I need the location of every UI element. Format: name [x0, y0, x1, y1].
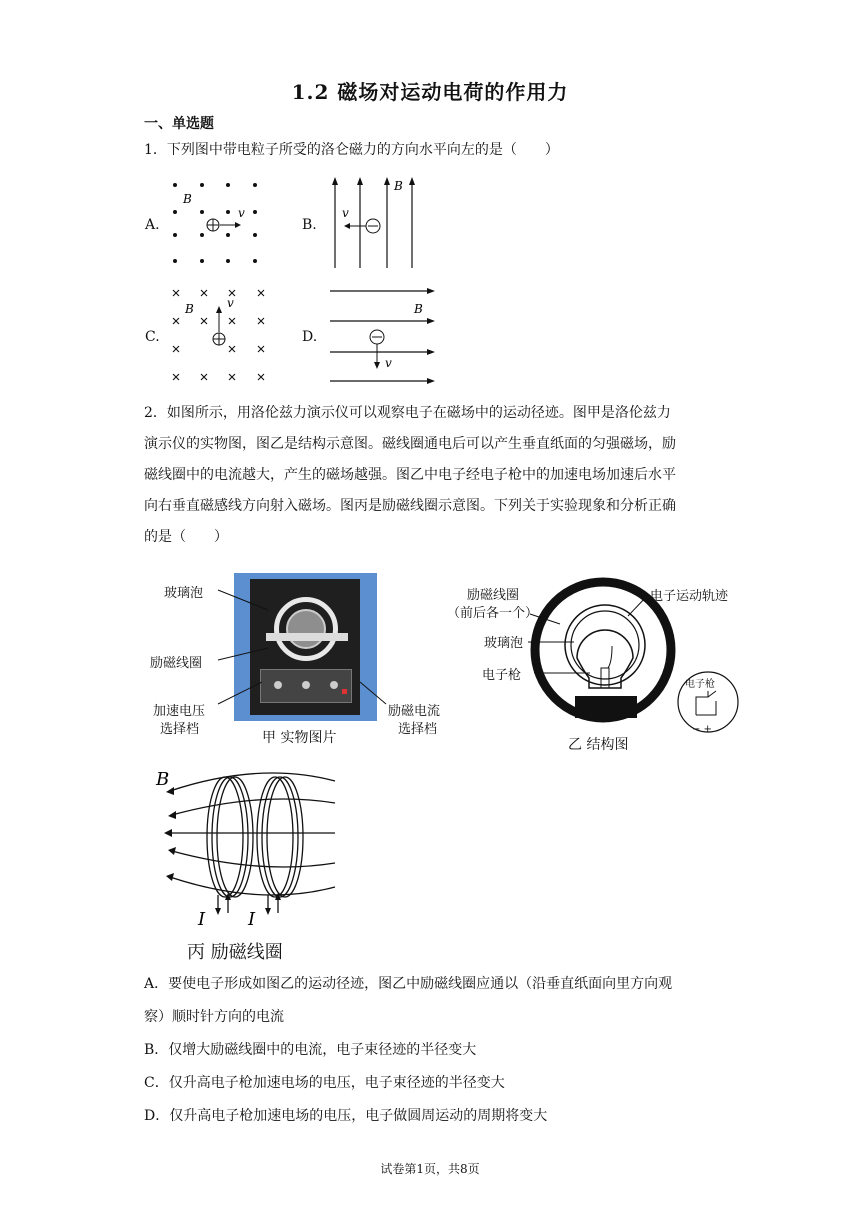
velocity-label: v: [238, 206, 245, 220]
velocity-label: v: [385, 356, 392, 370]
field-label: B: [156, 769, 170, 790]
q2-stem: [144, 398, 734, 553]
q2-option-c: C．仅升高电子枪加速电场的电压，电子束径迹的半径变大: [144, 1075, 505, 1091]
q2-option-a-line1: A．要使电子形成如图乙的运动径迹，图乙中励磁线圈应通以（沿垂直纸面向里方向观: [144, 976, 673, 992]
field-label: B: [394, 179, 403, 193]
field-label: B: [185, 302, 194, 316]
current-label: I: [198, 909, 206, 930]
q1-option-d-label: D.: [302, 329, 318, 345]
q1-option-c-label: C.: [145, 329, 160, 345]
q2-stem-line: 2．如图所示，用洛伦兹力演示仪可以观察电子在磁场中的运动径迹。图甲是洛伦兹力: [144, 405, 671, 421]
q2-stem-line: 磁线圈中的电流越大，产生的磁场越强。图乙中电子经电子枪中的加速电场加速后水平: [144, 467, 676, 483]
q2-option-d: D．仅升高电子枪加速电场的电压，电子做圆周运动的周期将变大: [144, 1108, 548, 1124]
label-excitation-coil: 励磁线圈: [467, 588, 520, 603]
label-glass-bulb: 玻璃泡: [484, 636, 524, 651]
velocity-label: v: [342, 206, 349, 220]
q1-figure-d: [328, 285, 438, 385]
q1-stem: 1．下列图中带电粒子所受的洛仑磁力的方向水平向左的是（ ）: [144, 142, 559, 158]
q2-stem-line: 的是（ ）: [144, 529, 228, 545]
field-label: B: [183, 192, 192, 206]
inset-polarity: − +: [692, 724, 712, 735]
q2-stem-line: 演示仪的实物图，图乙是结构示意图。磁线圈通电后可以产生垂直纸面的匀强磁场，励: [144, 436, 676, 452]
q2-option-a-line2: 察）顺时针方向的电流: [144, 1009, 284, 1025]
label-glass-bulb: 玻璃泡: [164, 586, 204, 601]
q2-options: [144, 968, 734, 1133]
page-title: 1.2 磁场对运动电荷的作用力: [291, 80, 569, 104]
caption-yi: 乙 结构图: [568, 737, 629, 753]
caption-jia: 甲 实物图片: [262, 730, 337, 746]
page-footer: 试卷第1页，共8页: [380, 1162, 480, 1176]
label-front-and-back: （前后各一个）: [447, 606, 539, 621]
section-heading: 一、单选题: [144, 116, 214, 132]
q1-option-b-label: B.: [302, 217, 317, 233]
label-excitation-coil: 励磁线圈: [150, 656, 203, 671]
velocity-label: v: [227, 296, 234, 310]
inset-electron-gun-label: 电子枪: [685, 679, 715, 690]
q2-stem-line: 向右垂直磁感线方向射入磁场。图丙是励磁线圈示意图。下列关于实验现象和分析正确: [144, 498, 676, 514]
label-electron-gun: 电子枪: [482, 668, 522, 683]
q1-figure-a: [165, 175, 275, 270]
label-electron-trajectory: 电子运动轨迹: [650, 589, 729, 604]
field-label: B: [414, 302, 423, 316]
label-excitation-current: 励磁电流: [388, 704, 441, 719]
q1-option-a-label: A.: [145, 217, 160, 233]
q2-option-b: B．仅增大励磁线圈中的电流，电子束径迹的半径变大: [144, 1042, 477, 1058]
label-selector: 选择档: [160, 722, 200, 737]
current-label: I: [248, 909, 256, 930]
label-accel-voltage: 加速电压: [153, 704, 206, 719]
q1-figure-c: [165, 285, 275, 385]
caption-bing: 丙 励磁线圈: [187, 942, 283, 963]
q1-figure-b: [325, 175, 425, 270]
coil-diagram: [150, 765, 350, 935]
label-selector: 选择档: [398, 722, 438, 737]
